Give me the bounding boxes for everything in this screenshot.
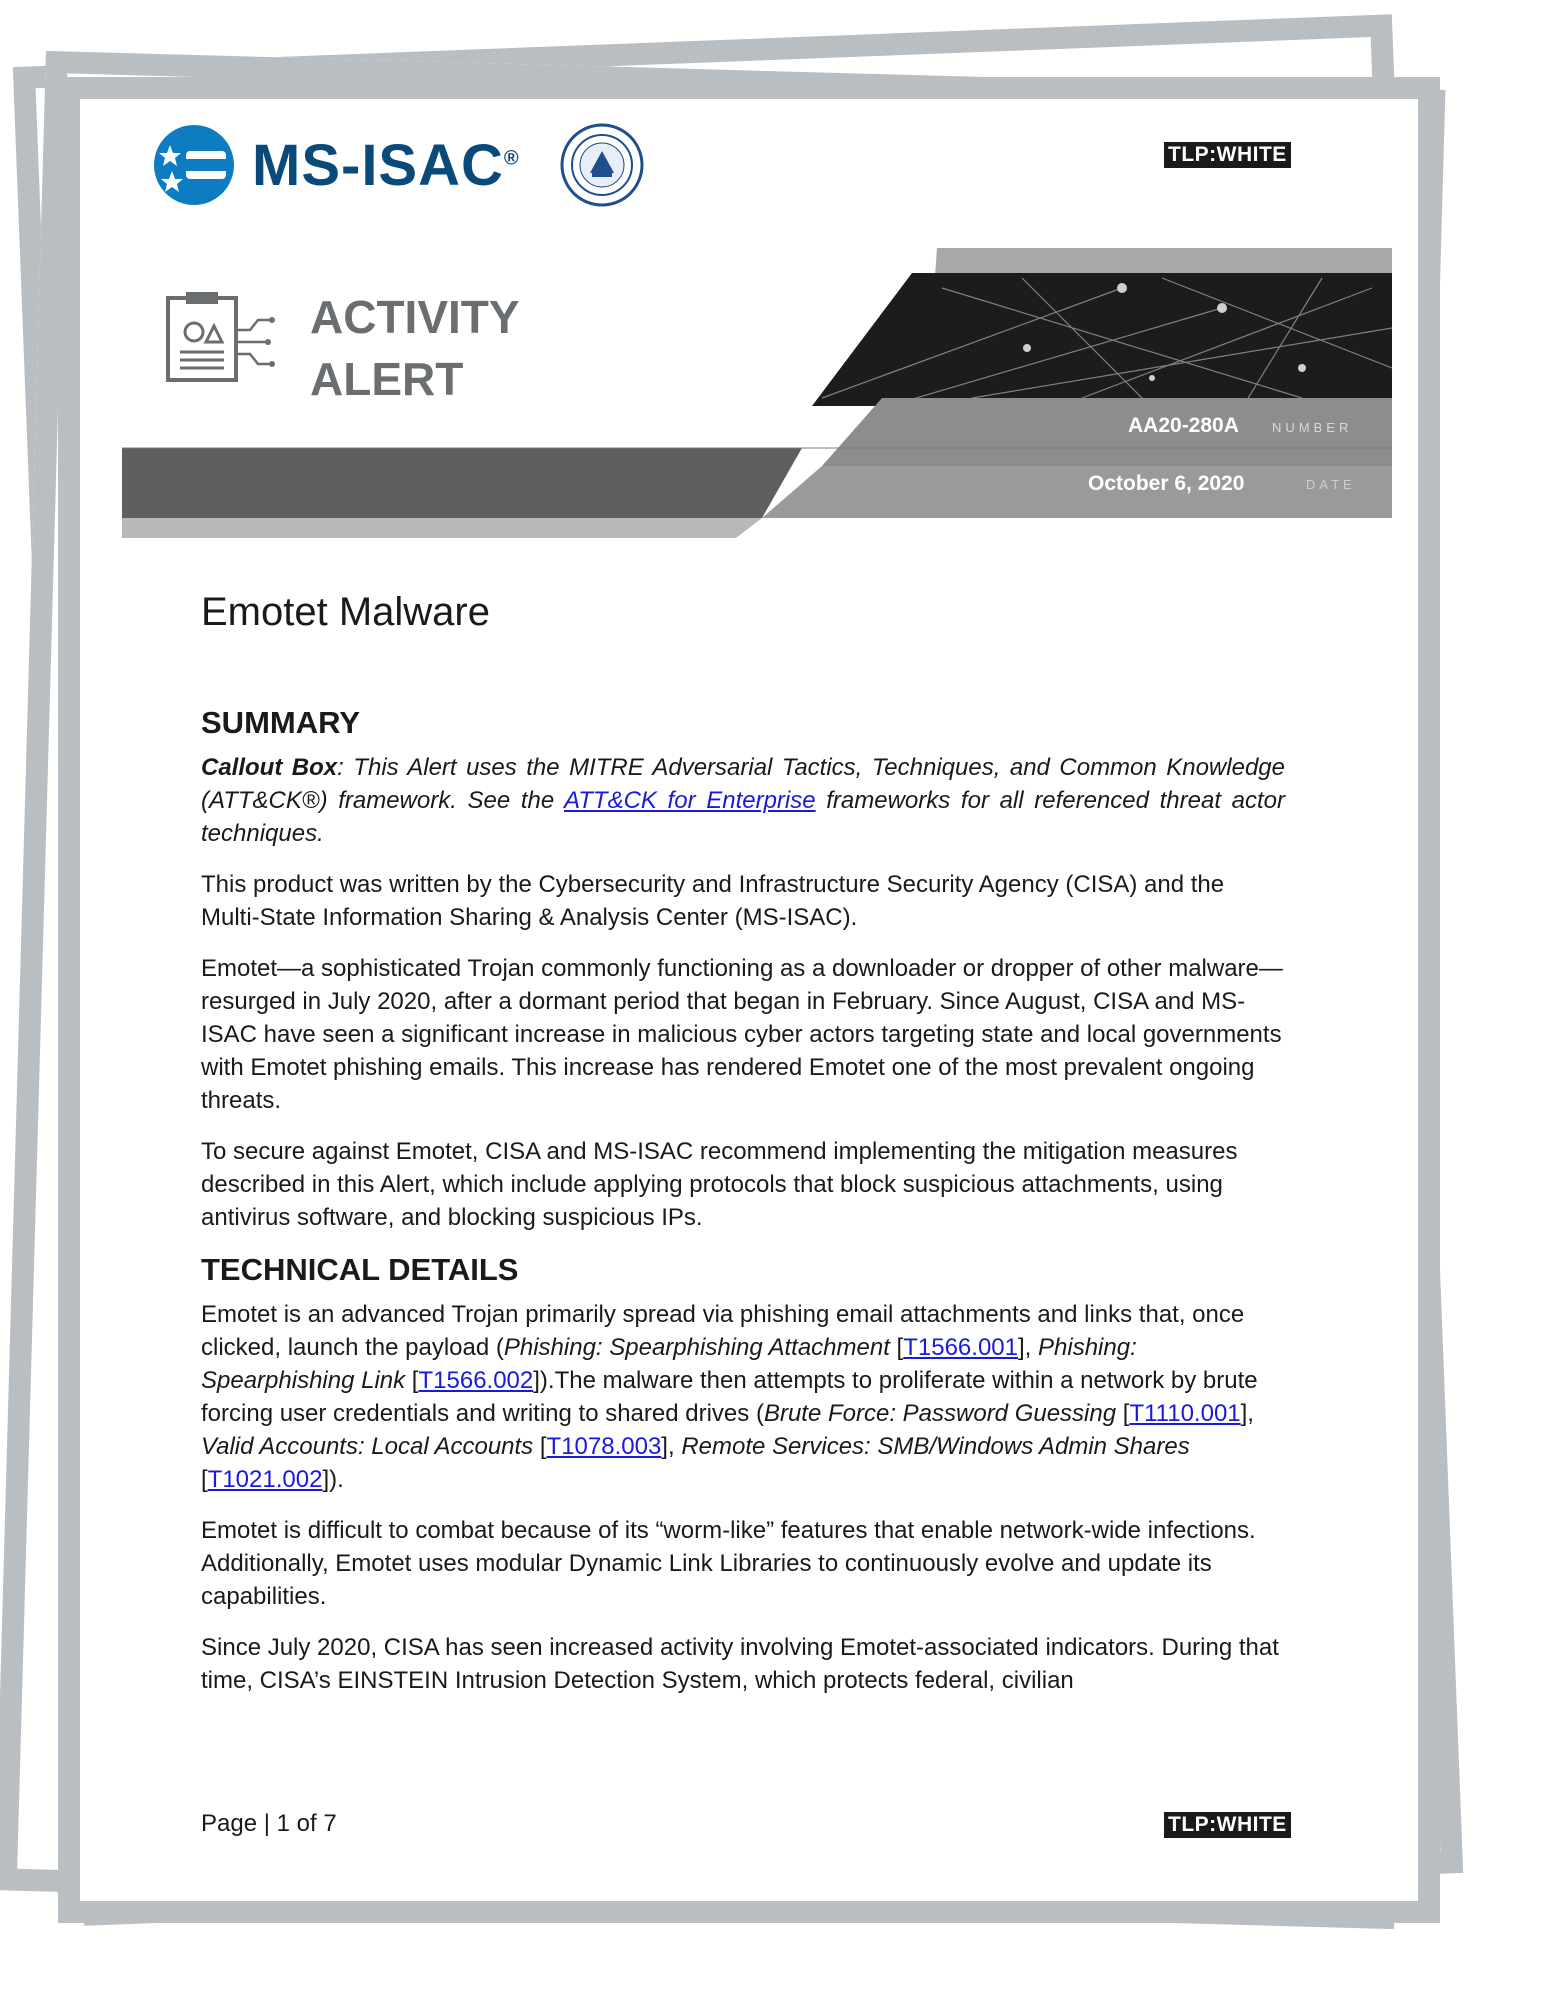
attack-enterprise-link[interactable]: ATT&CK for Enterprise bbox=[564, 787, 816, 814]
alert-number: AA20-280A bbox=[1128, 414, 1239, 437]
alert-date-label: DATE bbox=[1306, 477, 1356, 492]
tlp-marking: TLP:WHITE bbox=[1164, 142, 1291, 168]
paragraph: Emotet—a sophisticated Trojan commonly functioning as a downloader or dropper of other malware—resurged in July 2020, after a dormant period that began in February. Since August, CISA and MS-ISAC have seen a significant increase in malicious cyber actors targeting state and local governments with Emotet phishing emails. This increase has rendered Emotet one of the most prevalent ongoing threats. bbox=[201, 955, 1283, 1114]
activity-alert-title: ACTIVITY ALERT bbox=[310, 291, 520, 405]
callout-box: Callout Box: This Alert uses the MITRE Adversarial Tactics, Techniques, and Common Knowledge (ATT&CK®) framework. See the ATT&CK for Enterprise frameworks for all referenced threat actor techniques. bbox=[201, 754, 1285, 847]
technique-link[interactable]: T1566.002 bbox=[418, 1367, 534, 1394]
paragraph: To secure against Emotet, CISA and MS-ISAC recommend implementing the mitigation measures described in this Alert, which include applying protocols that block suspicious attachments, using antivirus software, and blocking suspicious IPs. bbox=[201, 1138, 1238, 1231]
paragraph: Emotet is difficult to combat because of its “worm-like” features that enable network-wide infections. Additionally, Emotet uses modular Dynamic Link Libraries to continuously evolve and update its capabilities. bbox=[201, 1517, 1256, 1610]
logo-row bbox=[152, 122, 644, 208]
paragraph: Since July 2020, CISA has seen increased activity involving Emotet-associated indicators. During that time, CISA’s EINSTEIN Intrusion Detection System, which protects federal, civilian bbox=[201, 1634, 1279, 1694]
ms-isac-logo-text: MS-ISAC® bbox=[252, 132, 520, 198]
technical-details-heading: TECHNICAL DETAILS bbox=[201, 1252, 519, 1287]
technique-link[interactable]: T1566.001 bbox=[903, 1334, 1018, 1361]
ms-isac-logo-icon bbox=[152, 123, 236, 207]
technique-link[interactable]: T1078.003 bbox=[546, 1433, 662, 1460]
document-title: Emotet Malware bbox=[201, 590, 490, 634]
page-number: Page | 1 of 7 bbox=[201, 1810, 337, 1837]
document-body bbox=[201, 590, 1285, 1715]
technique-link[interactable]: T1110.001 bbox=[1129, 1400, 1241, 1427]
paragraph: This product was written by the Cybersecurity and Infrastructure Security Agency (CISA) and the Multi-State Information Sharing & Analysis Center (MS-ISAC). bbox=[201, 871, 1225, 931]
clipboard-alert-icon bbox=[166, 290, 276, 382]
technique-link[interactable]: T1021.002 bbox=[207, 1466, 323, 1493]
tlp-marking-footer: TLP:WHITE bbox=[1164, 1812, 1291, 1838]
alert-number-label: NUMBER bbox=[1272, 420, 1353, 435]
alert-date: October 6, 2020 bbox=[1088, 472, 1245, 495]
summary-heading: SUMMARY bbox=[201, 705, 361, 740]
paragraph: Emotet is an advanced Trojan primarily spread via phishing email attachments and links that, once clicked, launch the payload (Phishing: Spearphishing Attachment [T1566.001], Phishing: Spearphishing Link [T1566.002]).The malware then attempts to proliferate within a network by brute forcing user credentials and writing to shared drives (Brute Force: Password Guessing [T1110.001], Valid Accounts: Local Accounts [T1078.003], Remote Services: SMB/Windows Admin Shares [T1021.002]). bbox=[201, 1301, 1258, 1493]
cisa-seal-icon bbox=[560, 123, 644, 207]
